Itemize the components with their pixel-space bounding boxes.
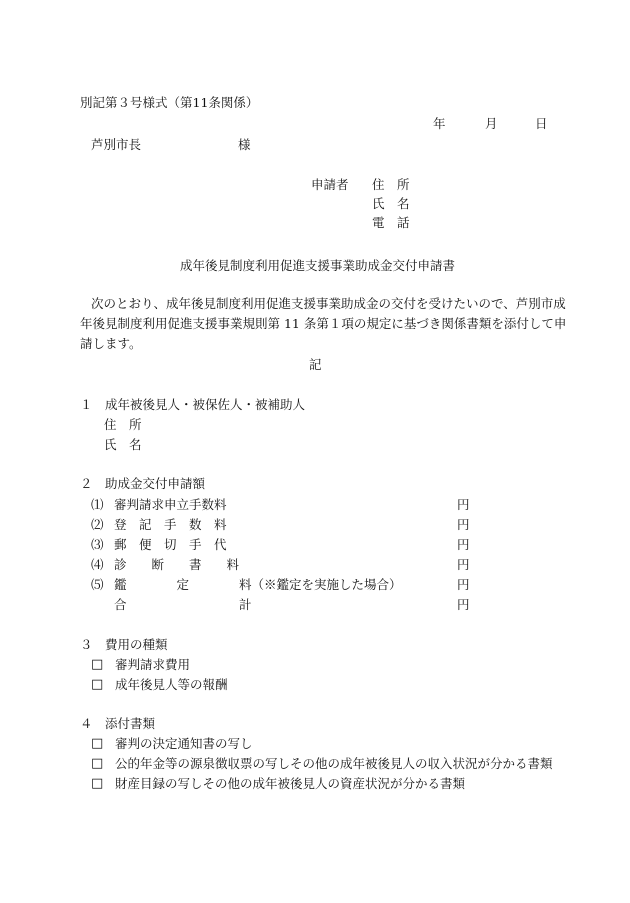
- item-num: ⑴: [91, 497, 104, 512]
- applicant-address-label: 住 所: [372, 177, 410, 192]
- checkbox[interactable]: □: [91, 776, 104, 791]
- form-label: 別記第３号様式（第11条関係）: [80, 95, 259, 110]
- total-unit: 円: [457, 597, 470, 612]
- item-unit: 円: [457, 557, 470, 572]
- item-num: ⑶: [91, 537, 104, 552]
- body-line-3: 請します。: [80, 336, 142, 351]
- item-label: 診 断 書 料: [114, 557, 240, 572]
- item-label: 登 記 手 数 料: [114, 517, 227, 532]
- item-unit: 円: [457, 537, 470, 552]
- item-unit: 円: [457, 577, 470, 592]
- attachment-label: 財産目録の写しその他の成年被後見人の資産状況が分かる書類: [115, 776, 466, 791]
- date-year: 年: [433, 116, 446, 131]
- checkbox[interactable]: □: [91, 756, 104, 771]
- total-label: 合 計: [114, 597, 252, 612]
- checkbox[interactable]: □: [91, 736, 104, 751]
- section1-address-label: 住 所: [104, 417, 142, 432]
- checkbox[interactable]: □: [91, 677, 104, 692]
- body-line-1: 次のとおり、成年後見制度利用促進支援事業助成金の交付を受けたいので、芦別市成: [91, 296, 566, 311]
- attachment-label: 公的年金等の源泉徴収票の写しその他の成年被後見人の収入状況が分かる書類: [115, 756, 553, 771]
- item-label: 郵 便 切 手 代: [114, 537, 227, 552]
- checkbox[interactable]: □: [91, 657, 104, 672]
- body-line-2: 年後見制度利用促進支援事業規則第 11 条第１項の規定に基づき関係書類を添付して申: [80, 316, 567, 331]
- applicant-label: 申請者: [311, 177, 349, 192]
- addressee-honorific: 様: [238, 137, 251, 152]
- document-title: 成年後見制度利用促進支援事業助成金交付申請書: [180, 258, 456, 273]
- section3-heading: ３ 費用の種類: [80, 637, 168, 652]
- addressee-name: 芦別市長: [91, 137, 142, 152]
- ki-marker: 記: [309, 357, 322, 372]
- item-num: ⑷: [91, 557, 104, 572]
- item-label: 審判請求申立手数料: [114, 497, 227, 512]
- section4-heading: ４ 添付書類: [80, 716, 156, 731]
- section1-name-label: 氏 名: [104, 437, 142, 452]
- applicant-phone-label: 電 話: [372, 215, 410, 230]
- attachment-label: 審判の決定通知書の写し: [115, 736, 253, 751]
- date-month: 月: [485, 116, 498, 131]
- item-unit: 円: [457, 497, 470, 512]
- item-label: 鑑 定 料（※鑑定を実施した場合）: [114, 577, 402, 592]
- applicant-name-label: 氏 名: [372, 196, 410, 211]
- item-num: ⑸: [91, 577, 104, 592]
- section2-heading: ２ 助成金交付申請額: [80, 476, 206, 491]
- option-label: 成年後見人等の報酬: [115, 677, 228, 692]
- item-num: ⑵: [91, 517, 104, 532]
- item-unit: 円: [457, 517, 470, 532]
- section1-heading: １ 成年被後見人・被保佐人・被補助人: [80, 397, 306, 412]
- date-day: 日: [535, 116, 548, 131]
- option-label: 審判請求費用: [115, 657, 191, 672]
